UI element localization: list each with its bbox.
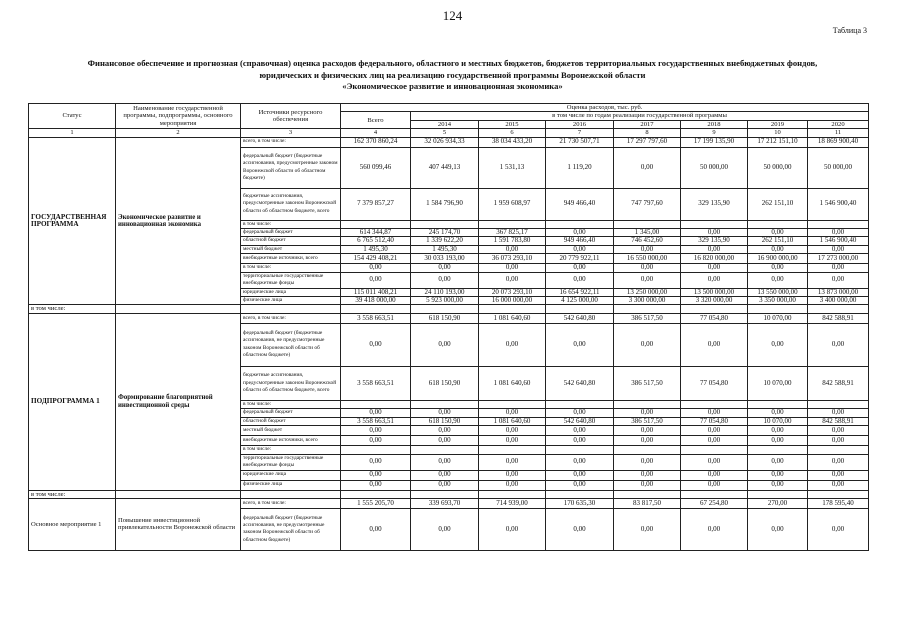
value-cell: 0,00 — [546, 272, 614, 288]
value-cell: 0,00 — [681, 323, 748, 366]
source-label: областной бюджет — [241, 237, 341, 245]
value-cell: 842 588,91 — [808, 313, 869, 323]
value-cell: 842 588,91 — [808, 366, 869, 400]
financing-table — [28, 103, 869, 551]
value-cell: 0,00 — [681, 454, 748, 470]
value-cell: 1 959 608,97 — [479, 188, 546, 220]
value-cell: 329 135,90 — [681, 237, 748, 245]
value-cell: 1 546 900,40 — [808, 188, 869, 220]
value-cell: 262 151,10 — [748, 188, 808, 220]
header-source: Источники ресурсного обеспечения — [241, 104, 341, 129]
value-cell: 77 054,80 — [681, 417, 748, 425]
value-cell: 17 212 151,10 — [748, 137, 808, 147]
value-cell: 0,00 — [808, 272, 869, 288]
value-cell: 0,00 — [614, 147, 681, 188]
table-row — [29, 137, 869, 147]
source-label: в том числе: — [241, 446, 341, 454]
value-cell: 3 400 000,00 — [808, 297, 869, 305]
header-name: Наименование государственной программы, подпрограммы, основного мероприятия — [116, 104, 241, 129]
value-cell: 245 174,70 — [411, 229, 479, 237]
header-year-2019: 2019 — [748, 120, 808, 128]
value-cell — [411, 400, 479, 408]
value-cell: 0,00 — [748, 454, 808, 470]
value-cell: 0,00 — [748, 508, 808, 550]
value-cell: 0,00 — [479, 508, 546, 550]
value-cell: 17 273 000,00 — [808, 254, 869, 264]
value-cell: 83 817,50 — [614, 498, 681, 508]
value-cell — [479, 220, 546, 228]
value-cell: 3 558 663,51 — [341, 313, 411, 323]
value-cell: 0,00 — [341, 272, 411, 288]
value-cell: 386 517,50 — [614, 313, 681, 323]
value-cell: 0,00 — [411, 272, 479, 288]
source-label: всего, в том числе: — [241, 137, 341, 147]
value-cell: 154 429 408,21 — [341, 254, 411, 264]
value-cell: 0,00 — [681, 409, 748, 417]
value-cell: 386 517,50 — [614, 366, 681, 400]
value-cell: 0,00 — [748, 470, 808, 480]
value-cell: 20 779 922,11 — [546, 254, 614, 264]
value-cell: 842 588,91 — [808, 417, 869, 425]
value-cell: 0,00 — [614, 409, 681, 417]
value-cell: 0,00 — [808, 454, 869, 470]
page-number: 124 — [442, 8, 463, 23]
table-row — [29, 313, 869, 323]
value-cell: 618 150,90 — [411, 366, 479, 400]
value-cell: 949 466,40 — [546, 237, 614, 245]
value-cell: 614 344,87 — [341, 229, 411, 237]
value-cell: 0,00 — [681, 436, 748, 446]
value-cell — [748, 446, 808, 454]
value-cell: 18 869 900,40 — [808, 137, 869, 147]
source-label: федеральный бюджет (бюджетные ассигнования, не предусмотренные законом Воронежской области об областном бюджете) — [241, 508, 341, 550]
value-cell: 13 550 000,00 — [748, 288, 808, 296]
value-cell: 0,00 — [479, 409, 546, 417]
value-cell: 0,00 — [411, 264, 479, 272]
value-cell: 16 820 000,00 — [681, 254, 748, 264]
value-cell — [614, 446, 681, 454]
empty-cell — [748, 305, 808, 313]
header-by-years: в том числе по годам реализации государственной программы — [411, 112, 869, 120]
source-label: внебюджетные источники, всего — [241, 254, 341, 264]
value-cell: 1 495,30 — [411, 245, 479, 253]
value-cell: 0,00 — [681, 229, 748, 237]
value-cell: 0,00 — [808, 323, 869, 366]
value-cell — [546, 446, 614, 454]
incl-row — [29, 305, 869, 313]
value-cell: 386 517,50 — [614, 417, 681, 425]
value-cell: 0,00 — [411, 480, 479, 490]
value-cell: 0,00 — [341, 264, 411, 272]
value-cell: 0,00 — [479, 480, 546, 490]
value-cell: 0,00 — [546, 470, 614, 480]
empty-cell — [614, 305, 681, 313]
source-label: территориальные государственные внебюджетные фонды — [241, 272, 341, 288]
source-label: юридические лица — [241, 288, 341, 296]
empty-cell — [411, 490, 479, 498]
value-cell — [546, 220, 614, 228]
empty-cell — [241, 490, 341, 498]
value-cell — [808, 220, 869, 228]
header-estimate: Оценка расходов, тыс. руб. — [341, 104, 869, 112]
value-cell: 16 654 922,11 — [546, 288, 614, 296]
source-label: федеральный бюджет — [241, 229, 341, 237]
value-cell — [681, 220, 748, 228]
value-cell: 0,00 — [479, 272, 546, 288]
value-cell: 1 081 640,60 — [479, 313, 546, 323]
value-cell: 77 054,80 — [681, 313, 748, 323]
value-cell: 0,00 — [808, 409, 869, 417]
empty-cell — [808, 305, 869, 313]
value-cell: 1 495,30 — [341, 245, 411, 253]
value-cell: 0,00 — [341, 470, 411, 480]
value-cell: 0,00 — [341, 480, 411, 490]
source-label: внебюджетные источники, всего — [241, 436, 341, 446]
value-cell: 0,00 — [748, 323, 808, 366]
value-cell: 0,00 — [411, 454, 479, 470]
value-cell: 3 320 000,00 — [681, 297, 748, 305]
source-label: федеральный бюджет (бюджетные ассигнования, предусмотренные законом Воронежской области об областном бюджете) — [241, 147, 341, 188]
value-cell: 115 011 408,21 — [341, 288, 411, 296]
value-cell: 262 151,10 — [748, 237, 808, 245]
document-title — [20, 58, 885, 93]
table-row — [29, 498, 869, 508]
source-label: в том числе: — [241, 220, 341, 228]
column-number: 6 — [479, 129, 546, 137]
value-cell: 0,00 — [748, 436, 808, 446]
header-total: Всего — [341, 112, 411, 129]
incl-label: в том числе: — [29, 490, 116, 498]
value-cell — [748, 220, 808, 228]
column-number: 7 — [546, 129, 614, 137]
value-cell: 0,00 — [748, 264, 808, 272]
column-number: 11 — [808, 129, 869, 137]
value-cell: 367 825,17 — [479, 229, 546, 237]
value-cell: 0,00 — [748, 480, 808, 490]
value-cell: 560 099,46 — [341, 147, 411, 188]
value-cell: 1 345,00 — [614, 229, 681, 237]
source-label: всего, в том числе: — [241, 498, 341, 508]
value-cell: 0,00 — [411, 470, 479, 480]
value-cell — [341, 446, 411, 454]
value-cell: 0,00 — [546, 264, 614, 272]
value-cell — [411, 446, 479, 454]
header-year-2016: 2016 — [546, 120, 614, 128]
value-cell: 1 591 783,80 — [479, 237, 546, 245]
value-cell: 0,00 — [614, 436, 681, 446]
source-label: территориальные государственные внебюджетные фонды — [241, 454, 341, 470]
value-cell: 0,00 — [681, 508, 748, 550]
value-cell: 542 640,80 — [546, 417, 614, 425]
value-cell: 0,00 — [614, 470, 681, 480]
empty-cell — [479, 490, 546, 498]
value-cell: 0,00 — [479, 470, 546, 480]
value-cell: 0,00 — [614, 264, 681, 272]
value-cell: 13 873 000,00 — [808, 288, 869, 296]
value-cell: 3 558 663,51 — [341, 366, 411, 400]
source-label: местный бюджет — [241, 426, 341, 436]
value-cell: 1 081 640,60 — [479, 366, 546, 400]
header-year-2014: 2014 — [411, 120, 479, 128]
empty-cell — [241, 305, 341, 313]
value-cell: 0,00 — [748, 229, 808, 237]
value-cell: 30 033 193,00 — [411, 254, 479, 264]
value-cell: 0,00 — [546, 229, 614, 237]
value-cell — [808, 446, 869, 454]
value-cell — [341, 220, 411, 228]
value-cell: 0,00 — [479, 436, 546, 446]
value-cell: 178 595,40 — [808, 498, 869, 508]
value-cell: 17 297 797,60 — [614, 137, 681, 147]
value-cell: 1 555 205,70 — [341, 498, 411, 508]
value-cell — [748, 400, 808, 408]
column-number: 9 — [681, 129, 748, 137]
value-cell: 407 449,13 — [411, 147, 479, 188]
source-label: федеральный бюджет (бюджетные ассигнования, не предусмотренные законом Воронежской области об областном бюджете) — [241, 323, 341, 366]
value-cell: 0,00 — [546, 426, 614, 436]
value-cell: 0,00 — [808, 470, 869, 480]
column-number: 8 — [614, 129, 681, 137]
value-cell — [614, 220, 681, 228]
row-name: Формирование благоприятной инвестиционной среды — [116, 313, 241, 490]
value-cell: 16 900 000,00 — [748, 254, 808, 264]
header-year-2018: 2018 — [681, 120, 748, 128]
value-cell: 0,00 — [808, 264, 869, 272]
column-number: 10 — [748, 129, 808, 137]
value-cell — [614, 400, 681, 408]
value-cell: 0,00 — [479, 323, 546, 366]
incl-label: в том числе: — [29, 305, 116, 313]
value-cell: 50 000,00 — [808, 147, 869, 188]
column-number: 3 — [241, 129, 341, 137]
value-cell: 0,00 — [411, 323, 479, 366]
empty-cell — [479, 305, 546, 313]
row-name: Повышение инвестиционной привлекательности Воронежской области — [116, 498, 241, 550]
value-cell: 0,00 — [748, 426, 808, 436]
value-cell: 6 765 512,40 — [341, 237, 411, 245]
value-cell: 3 300 000,00 — [614, 297, 681, 305]
value-cell: 0,00 — [546, 508, 614, 550]
value-cell: 0,00 — [546, 480, 614, 490]
value-cell: 0,00 — [748, 272, 808, 288]
value-cell: 0,00 — [808, 245, 869, 253]
value-cell: 0,00 — [546, 323, 614, 366]
value-cell: 1 546 900,40 — [808, 237, 869, 245]
value-cell: 0,00 — [614, 426, 681, 436]
value-cell: 746 452,60 — [614, 237, 681, 245]
value-cell: 10 070,00 — [748, 417, 808, 425]
value-cell: 20 073 293,10 — [479, 288, 546, 296]
value-cell: 0,00 — [479, 454, 546, 470]
value-cell: 0,00 — [411, 436, 479, 446]
value-cell: 10 070,00 — [748, 366, 808, 400]
title-line-3: «Экономическое развитие и инновационная экономика» — [342, 81, 563, 91]
value-cell: 16 550 000,00 — [614, 254, 681, 264]
value-cell: 0,00 — [614, 480, 681, 490]
row-name: Экономическое развитие и инновационная экономика — [116, 137, 241, 305]
source-label: физические лица — [241, 480, 341, 490]
value-cell — [681, 446, 748, 454]
source-label: бюджетные ассигнования, предусмотренные законом Воронежской области об областном бюджете, всего — [241, 188, 341, 220]
empty-cell — [808, 490, 869, 498]
value-cell: 0,00 — [341, 454, 411, 470]
value-cell: 13 500 000,00 — [681, 288, 748, 296]
value-cell: 0,00 — [411, 508, 479, 550]
value-cell — [681, 400, 748, 408]
value-cell: 16 000 000,00 — [479, 297, 546, 305]
value-cell: 0,00 — [341, 409, 411, 417]
empty-cell — [681, 490, 748, 498]
title-line-2: юридических и физических лиц на реализацию государственной программы Воронежской области — [259, 69, 646, 80]
value-cell: 0,00 — [681, 272, 748, 288]
header-year-2015: 2015 — [479, 120, 546, 128]
value-cell: 77 054,80 — [681, 366, 748, 400]
value-cell — [808, 400, 869, 408]
value-cell: 542 640,80 — [546, 366, 614, 400]
value-cell: 32 026 934,33 — [411, 137, 479, 147]
column-number: 4 — [341, 129, 411, 137]
empty-cell — [411, 305, 479, 313]
value-cell: 21 730 507,71 — [546, 137, 614, 147]
value-cell: 618 150,90 — [411, 313, 479, 323]
value-cell: 0,00 — [546, 436, 614, 446]
empty-cell — [341, 305, 411, 313]
value-cell: 339 693,70 — [411, 498, 479, 508]
value-cell: 0,00 — [411, 426, 479, 436]
value-cell: 0,00 — [546, 409, 614, 417]
column-number: 5 — [411, 129, 479, 137]
value-cell: 0,00 — [748, 409, 808, 417]
value-cell: 0,00 — [614, 454, 681, 470]
value-cell: 542 640,80 — [546, 313, 614, 323]
source-label: в том числе: — [241, 264, 341, 272]
incl-row — [29, 490, 869, 498]
value-cell: 0,00 — [681, 264, 748, 272]
value-cell: 3 558 663,51 — [341, 417, 411, 425]
value-cell: 10 070,00 — [748, 313, 808, 323]
value-cell: 0,00 — [808, 436, 869, 446]
value-cell — [411, 220, 479, 228]
value-cell: 0,00 — [341, 426, 411, 436]
value-cell: 618 150,90 — [411, 417, 479, 425]
value-cell: 0,00 — [479, 264, 546, 272]
empty-cell — [546, 305, 614, 313]
source-label: федеральный бюджет — [241, 409, 341, 417]
value-cell: 0,00 — [808, 508, 869, 550]
value-cell — [479, 400, 546, 408]
value-cell: 0,00 — [479, 426, 546, 436]
row-status: ГОСУДАРСТВЕННАЯ ПРОГРАММА — [29, 137, 116, 305]
source-label: областной бюджет — [241, 417, 341, 425]
value-cell: 1 081 640,60 — [479, 417, 546, 425]
empty-cell — [546, 490, 614, 498]
value-cell: 0,00 — [341, 323, 411, 366]
value-cell: 24 110 193,00 — [411, 288, 479, 296]
value-cell: 50 000,00 — [681, 147, 748, 188]
value-cell: 1 119,20 — [546, 147, 614, 188]
value-cell: 0,00 — [341, 508, 411, 550]
empty-cell — [116, 305, 241, 313]
value-cell: 0,00 — [546, 454, 614, 470]
value-cell — [546, 400, 614, 408]
value-cell: 13 250 000,00 — [614, 288, 681, 296]
value-cell: 747 797,60 — [614, 188, 681, 220]
table-label: Таблица 3 — [832, 26, 867, 35]
header-year-2017: 2017 — [614, 120, 681, 128]
value-cell: 1 584 796,90 — [411, 188, 479, 220]
row-status: ПОДПРОГРАММА 1 — [29, 313, 116, 490]
value-cell: 0,00 — [614, 508, 681, 550]
column-number: 2 — [116, 129, 241, 137]
value-cell: 3 350 000,00 — [748, 297, 808, 305]
value-cell: 67 254,80 — [681, 498, 748, 508]
value-cell: 0,00 — [681, 245, 748, 253]
value-cell: 50 000,00 — [748, 147, 808, 188]
value-cell: 1 531,13 — [479, 147, 546, 188]
value-cell: 1 339 622,20 — [411, 237, 479, 245]
value-cell: 39 418 000,00 — [341, 297, 411, 305]
value-cell: 0,00 — [681, 480, 748, 490]
value-cell: 714 939,00 — [479, 498, 546, 508]
value-cell: 0,00 — [681, 470, 748, 480]
value-cell: 0,00 — [479, 245, 546, 253]
value-cell: 0,00 — [681, 426, 748, 436]
row-status: Основное мероприятие 1 — [29, 498, 116, 550]
value-cell: 0,00 — [614, 323, 681, 366]
empty-cell — [681, 305, 748, 313]
empty-cell — [116, 490, 241, 498]
value-cell: 17 199 135,90 — [681, 137, 748, 147]
value-cell: 162 370 860,24 — [341, 137, 411, 147]
source-label: юридические лица — [241, 470, 341, 480]
source-label: всего, в том числе: — [241, 313, 341, 323]
value-cell: 0,00 — [614, 245, 681, 253]
value-cell: 0,00 — [748, 245, 808, 253]
value-cell: 0,00 — [808, 426, 869, 436]
column-number: 1 — [29, 129, 116, 137]
value-cell: 38 034 433,20 — [479, 137, 546, 147]
header-year-2020: 2020 — [808, 120, 869, 128]
source-label: в том числе: — [241, 400, 341, 408]
value-cell: 5 923 000,00 — [411, 297, 479, 305]
value-cell: 0,00 — [614, 272, 681, 288]
value-cell: 0,00 — [546, 245, 614, 253]
empty-cell — [341, 490, 411, 498]
header-status: Статус — [29, 104, 116, 129]
source-label: местный бюджет — [241, 245, 341, 253]
title-line-1: Финансовое обеспечение и прогнозная (справочная) оценка расходов федерального, областного и местных бюджетов, бюджетов территориальных государственных внебюджетных фондов, — [87, 58, 818, 68]
value-cell: 0,00 — [808, 480, 869, 490]
value-cell: 329 135,90 — [681, 188, 748, 220]
source-label: бюджетные ассигнования, предусмотренные законом Воронежской области об областном бюджете, всего — [241, 366, 341, 400]
value-cell — [479, 446, 546, 454]
empty-cell — [614, 490, 681, 498]
value-cell: 170 635,30 — [546, 498, 614, 508]
value-cell: 36 073 293,10 — [479, 254, 546, 264]
source-label: физические лица — [241, 297, 341, 305]
value-cell: 949 466,40 — [546, 188, 614, 220]
value-cell: 4 125 000,00 — [546, 297, 614, 305]
empty-cell — [748, 490, 808, 498]
value-cell: 270,00 — [748, 498, 808, 508]
value-cell: 0,00 — [808, 229, 869, 237]
value-cell — [341, 400, 411, 408]
value-cell: 0,00 — [341, 436, 411, 446]
value-cell: 7 379 857,27 — [341, 188, 411, 220]
value-cell: 0,00 — [411, 409, 479, 417]
